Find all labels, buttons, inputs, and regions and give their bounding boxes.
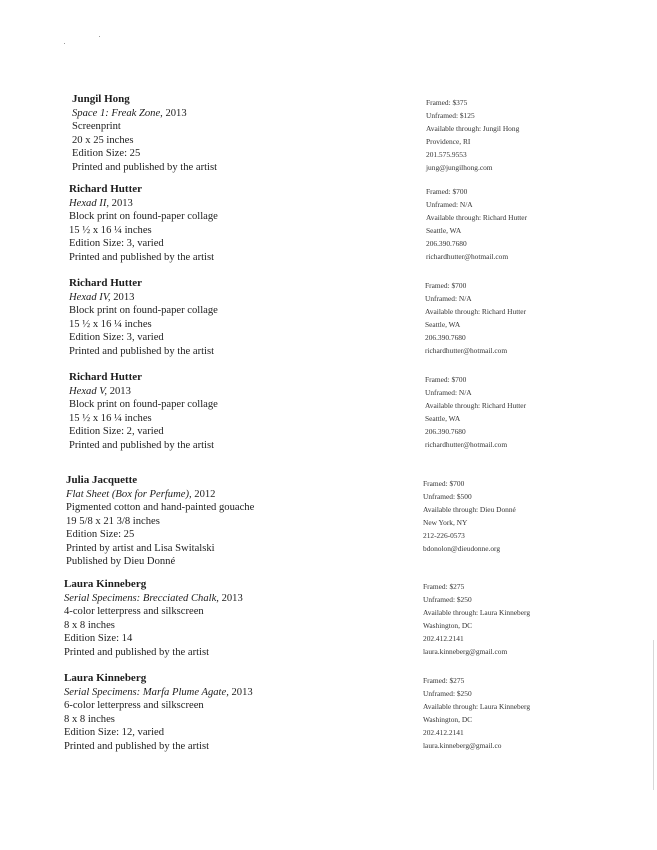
sales-info-line: Unframed: $250	[423, 689, 472, 698]
sales-info-line: Unframed: N/A	[425, 294, 472, 303]
sales-info-line: Providence, RI	[426, 137, 471, 146]
artwork-title-text: Hexad V,	[69, 385, 108, 397]
artwork-title	[64, 686, 253, 700]
sales-info-line: Seattle, WA	[426, 226, 462, 235]
sales-info-line: 201.575.9553	[426, 150, 467, 159]
artist-name: Julia Jacquette	[66, 474, 138, 486]
artwork-title-text: Serial Specimens: Marfa Plume Agate,	[64, 686, 229, 698]
sales-info	[425, 373, 526, 451]
sales-info-line: jung@jungilhong.com	[426, 163, 493, 172]
artwork-detail-line: 6-color letterpress and silkscreen	[64, 700, 204, 711]
artist-name: Laura Kinneberg	[64, 672, 147, 684]
sales-info-line: bdonolon@dieudonne.org	[423, 544, 501, 553]
sales-info-line: Seattle, WA	[425, 414, 461, 423]
sales-info-line: 212-226-0573	[423, 531, 465, 540]
artwork-detail-line: Edition Size: 12, varied	[64, 727, 165, 738]
sales-info-line: Available through: Richard Hutter	[425, 401, 527, 410]
artwork-year: 2013	[110, 291, 135, 303]
artwork-detail-line: Edition Size: 3, varied	[69, 238, 164, 249]
artwork-detail-line: 8 x 8 inches	[64, 713, 115, 725]
artwork-title	[72, 107, 217, 121]
artwork-detail-line: Pigmented cotton and hand-painted gouache	[66, 502, 255, 513]
artwork-title-text: Hexad IV,	[69, 291, 111, 303]
artwork-details	[69, 277, 218, 358]
artwork-year: 2013	[109, 197, 133, 209]
artist-name: Jungil Hong	[72, 93, 130, 105]
artwork-detail-line: Block print on found-paper collage	[69, 305, 218, 316]
sales-info-line: Available through: Richard Hutter	[425, 307, 527, 316]
sales-info-line: Unframed: N/A	[425, 388, 472, 397]
sales-info-line: 206.390.7680	[426, 239, 467, 248]
artwork-year: 2013	[228, 686, 253, 698]
artwork-details	[66, 474, 254, 569]
artwork-detail-line: Printed and published by the artist	[72, 161, 218, 173]
sales-info-line: Framed: $375	[426, 98, 468, 107]
scan-speck	[99, 36, 100, 37]
artwork-title-text: Hexad II,	[69, 197, 110, 209]
sales-info-line: Unframed: N/A	[426, 200, 473, 209]
sales-info-line: Framed: $700	[425, 281, 467, 290]
artwork-details	[64, 578, 243, 659]
artwork-detail-line: 4-color letterpress and silkscreen	[64, 606, 204, 617]
artwork-year: 2013	[162, 107, 187, 119]
artwork-detail-line: 15 ½ x 16 ¼ inches	[69, 224, 152, 236]
artwork-detail-line: Printed and published by the artist	[69, 251, 215, 263]
sales-info-line: Seattle, WA	[425, 320, 461, 329]
sales-info-line: Framed: $700	[425, 375, 467, 384]
sales-info-line: Framed: $275	[423, 676, 465, 685]
artwork-detail-line: 19 5/8 x 21 3/8 inches	[66, 515, 160, 527]
artwork-details	[69, 371, 218, 452]
artwork-detail-line: Printed and published by the artist	[64, 646, 210, 658]
artwork-detail-line: Edition Size: 14	[64, 633, 133, 644]
sales-info-line: Framed: $700	[423, 479, 465, 488]
sales-info-line: 202.412.2141	[423, 728, 464, 737]
sales-info	[423, 580, 530, 658]
artwork-detail-line: Block print on found-paper collage	[69, 211, 218, 222]
sales-info	[423, 477, 516, 555]
artwork-detail-line: Block print on found-paper collage	[69, 399, 218, 410]
artwork-details	[69, 183, 218, 264]
artist-name: Richard Hutter	[69, 371, 143, 383]
sales-info	[426, 96, 519, 174]
artwork-detail-line: Screenprint	[72, 121, 121, 132]
sales-info-line: 206.390.7680	[425, 427, 466, 436]
sales-info-line: Available through: Dieu Donné	[423, 505, 516, 514]
artist-name: Richard Hutter	[69, 183, 143, 195]
sales-info-line: Washington, DC	[423, 621, 473, 630]
artwork-title-text: Serial Specimens: Brecciated Chalk,	[64, 592, 219, 604]
sales-info-line: Washington, DC	[423, 715, 473, 724]
sales-info-line: laura.kinneberg@gmail.com	[423, 647, 508, 656]
artwork-detail-line: Edition Size: 2, varied	[69, 426, 164, 437]
artwork-detail-line: Printed by artist and Lisa Switalski	[66, 542, 215, 554]
artwork-year: 2012	[191, 488, 216, 500]
sales-info-line: Framed: $275	[423, 582, 465, 591]
sales-info-line: Available through: Laura Kinneberg	[423, 702, 531, 711]
artist-name: Richard Hutter	[69, 277, 143, 289]
sales-info-line: richardhutter@hotmail.com	[426, 252, 509, 261]
sales-info	[426, 185, 527, 263]
sales-info	[425, 279, 526, 357]
artwork-title	[69, 385, 218, 399]
sales-info-line: Available through: Jungil Hong	[426, 124, 520, 133]
artwork-details	[64, 672, 253, 753]
artwork-detail-line: Edition Size: 25	[66, 529, 135, 540]
artwork-title-text: Space 1: Freak Zone,	[72, 107, 163, 119]
artwork-title	[64, 592, 243, 606]
artist-name: Laura Kinneberg	[64, 578, 147, 590]
artwork-detail-line: 15 ½ x 16 ¼ inches	[69, 412, 152, 424]
artwork-detail-line: 15 ½ x 16 ¼ inches	[69, 318, 152, 330]
artwork-title	[69, 197, 218, 211]
sales-info-line: Unframed: $125	[426, 111, 475, 120]
sales-info-line: New York, NY	[423, 518, 468, 527]
sales-info-line: laura.kinneberg@gmail.co	[423, 741, 502, 750]
sales-info-line: 206.390.7680	[425, 333, 466, 342]
artwork-title-text: Flat Sheet (Box for Perfume),	[66, 488, 192, 500]
sales-info-line: richardhutter@hotmail.com	[425, 346, 508, 355]
sales-info	[423, 674, 530, 752]
artwork-title	[66, 488, 254, 502]
artwork-detail-line: Printed and published by the artist	[69, 345, 215, 357]
artwork-year: 2013	[107, 385, 131, 397]
sales-info-line: Unframed: $500	[423, 492, 472, 501]
artwork-detail-line: 20 x 25 inches	[72, 134, 134, 146]
artwork-year: 2013	[218, 592, 243, 604]
sales-info-line: Available through: Richard Hutter	[426, 213, 528, 222]
artwork-detail-line: Published by Dieu Donné	[66, 556, 176, 567]
artwork-detail-line: Printed and published by the artist	[64, 740, 210, 752]
sales-info-line: 202.412.2141	[423, 634, 464, 643]
artwork-detail-line: Edition Size: 25	[72, 148, 141, 159]
sales-info-line: Available through: Laura Kinneberg	[423, 608, 531, 617]
scan-edge-line	[653, 640, 654, 790]
sales-info-line: Unframed: $250	[423, 595, 472, 604]
artwork-detail-line: 8 x 8 inches	[64, 619, 115, 631]
sales-info-line: Framed: $700	[426, 187, 468, 196]
sales-info-line: richardhutter@hotmail.com	[425, 440, 508, 449]
scan-speck	[64, 43, 65, 44]
artwork-detail-line: Printed and published by the artist	[69, 439, 215, 451]
artwork-detail-line: Edition Size: 3, varied	[69, 332, 164, 343]
artwork-title	[69, 291, 218, 305]
artwork-details	[72, 93, 217, 174]
